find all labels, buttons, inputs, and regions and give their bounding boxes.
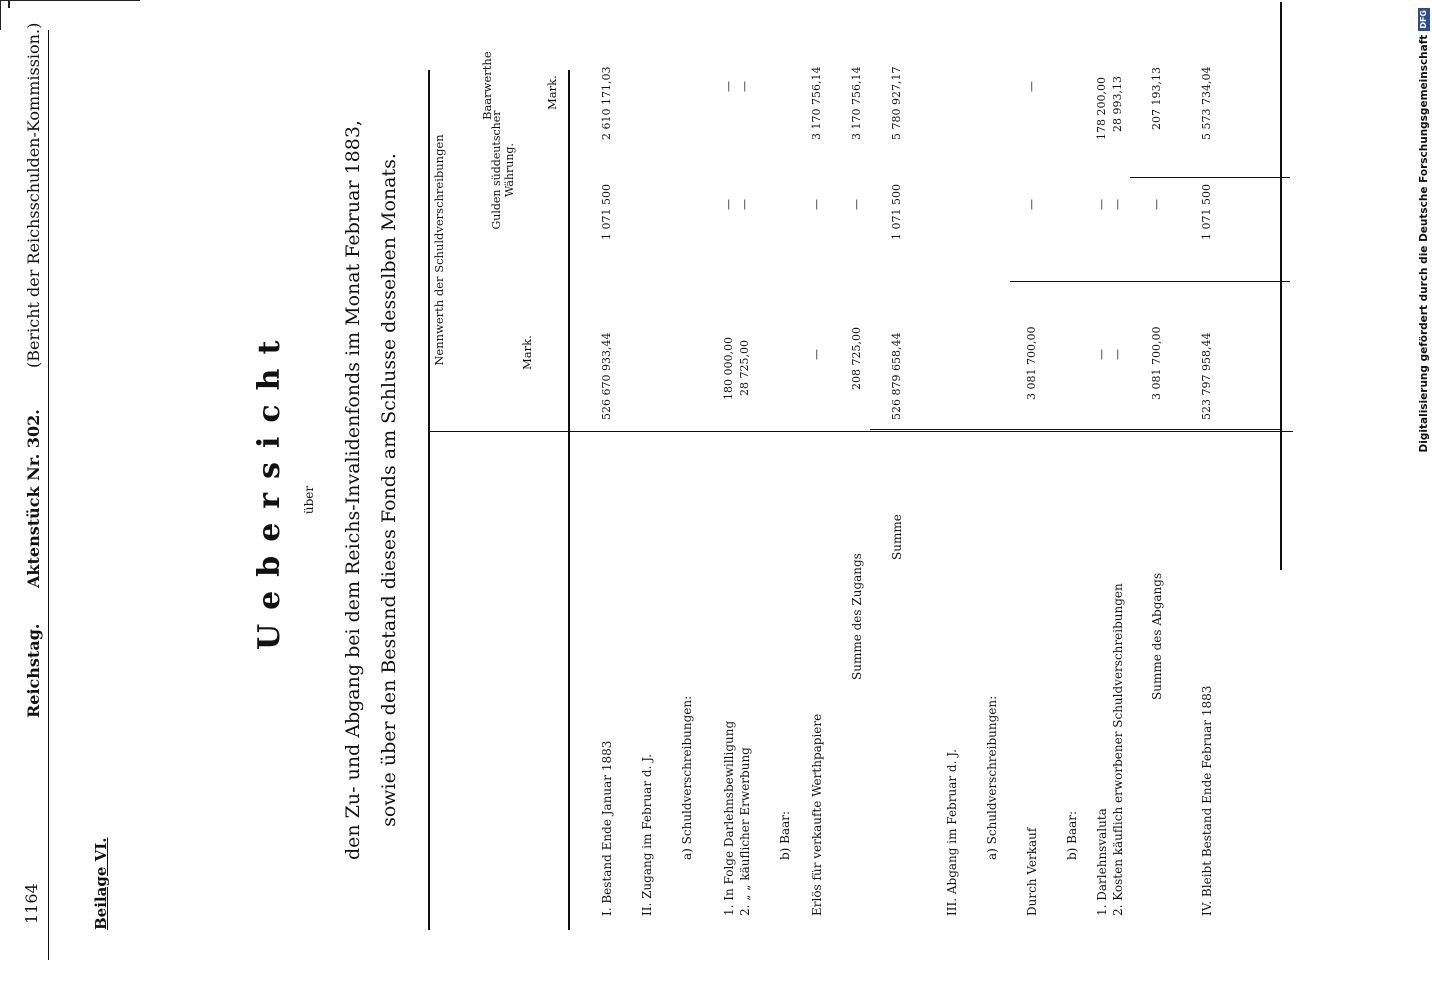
row-label: III. Abgang im Februar d. J. (945, 749, 959, 916)
col-header-baar-mark: Mark. (545, 75, 559, 110)
table-right-rule (1280, 2, 1282, 570)
digitization-credit (1416, 8, 1432, 453)
table-header-rule (568, 70, 570, 930)
row-gulden: — (1095, 199, 1108, 210)
row-mark: 523 797 958,44 (1200, 332, 1213, 420)
row-label: 2. Kosten käuflich erworbener Schuldverschreibungen (1111, 583, 1125, 916)
row-baar: 5 780 927,17 (890, 66, 903, 140)
col-group-header: Nennwerth der Schuldverschreibungen (432, 134, 446, 366)
row-mark: 526 670 933,44 (600, 332, 613, 420)
row-gulden: 1 071 500 (600, 184, 613, 240)
title-ueber: über (302, 485, 316, 515)
row-baar: 28 993,13 (1111, 76, 1124, 132)
row-baar: 5 573 734,04 (1200, 66, 1213, 140)
col-rule-gulden (1010, 281, 1290, 282)
row-mark: 3 081 700,00 (1025, 326, 1038, 400)
row-label: b) Baar: (778, 810, 792, 860)
row-label: I. Bestand Ende Januar 1883 (600, 740, 614, 916)
row-gulden: — (810, 199, 823, 210)
row-label: Summe (890, 514, 904, 560)
row-baar: — (1025, 81, 1038, 92)
row-baar: 3 170 756,14 (810, 66, 823, 140)
row-baar: — (738, 81, 751, 92)
row-gulden: — (722, 199, 735, 210)
row-mark: 180 000,00 (722, 337, 735, 400)
row-label: a) Schuldverschreibungen: (985, 695, 999, 860)
row-label: b) Baar: (1065, 810, 1079, 860)
row-gulden: — (738, 199, 751, 210)
page-title: Uebersicht (252, 326, 287, 650)
row-label: II. Zugang im Februar d. J. (640, 754, 654, 916)
header-bericht: (Bericht der Reichsschulden-Kommission.) (24, 22, 43, 368)
dfg-logo: DFG (1419, 10, 1428, 29)
subtitle-line-1: den Zu- und Abgang bei dem Reichs-Invalidenfonds im Monat Februar 1883, (342, 120, 364, 860)
table-top-rule (428, 70, 430, 930)
header-aktenstueck: Aktenstück Nr. 302. (24, 409, 43, 588)
row-label: 2. „ „ käuflicher Erwerbung (738, 747, 752, 916)
row-gulden: 1 071 500 (890, 184, 903, 240)
row-gulden: — (1025, 199, 1038, 210)
col-header-mark: Mark. (520, 335, 534, 370)
row-baar: — (722, 81, 735, 92)
row-label: IV. Bleibt Bestand Ende Februar 1883 (1200, 685, 1214, 916)
row-label: Durch Verkauf (1025, 827, 1039, 916)
row-label: 1. In Folge Darlehnsbewilligung (722, 720, 736, 916)
row-gulden: — (1150, 199, 1163, 210)
col-rule-baar (1130, 177, 1290, 178)
col-rule-mark (870, 429, 1280, 430)
row-baar: 2 610 171,03 (600, 66, 613, 140)
row-mark: 3 081 700,00 (1150, 326, 1163, 400)
row-label: Summe des Abgangs (1150, 572, 1164, 700)
row-mark: 28 725,00 (738, 340, 751, 396)
row-mark: — (1111, 349, 1124, 360)
header-reichstag: Reichstag. (24, 623, 43, 718)
subtitle-line-2: sowie über den Bestand dieses Fonds am Schlusse desselben Monats. (378, 153, 400, 827)
row-label: Summe des Zugangs (850, 553, 864, 680)
row-baar: 3 170 756,14 (850, 66, 863, 140)
row-baar: 207 193,13 (1150, 67, 1163, 130)
row-mark: 208 725,00 (850, 327, 863, 390)
row-label: a) Schuldverschreibungen: (680, 695, 694, 860)
page-number: 1164 (22, 883, 41, 924)
row-gulden: 1 071 500 (1200, 184, 1213, 240)
row-baar: 178 200,00 (1095, 77, 1108, 140)
beilage-label: Beilage VI. (92, 837, 110, 930)
credit-text: Digitalisierung gefördert durch die Deutsche Forschungsgemeinschaft (1418, 34, 1430, 453)
header-rule (48, 30, 49, 960)
col-header-gulden: Gulden süddeutscher Währung. (490, 110, 516, 230)
row-mark: — (810, 349, 823, 360)
row-label: 1. Darlehnsvaluta (1095, 808, 1109, 916)
row-mark: 526 879 658,44 (890, 332, 903, 420)
col-header-baar: Baarwerthe (480, 51, 494, 120)
row-gulden: — (1111, 199, 1124, 210)
row-mark: — (1095, 349, 1108, 360)
col-rule-label (428, 431, 1293, 432)
row-gulden: — (850, 199, 863, 210)
row-label: Erlös für verkaufte Werthpapiere (810, 713, 824, 916)
